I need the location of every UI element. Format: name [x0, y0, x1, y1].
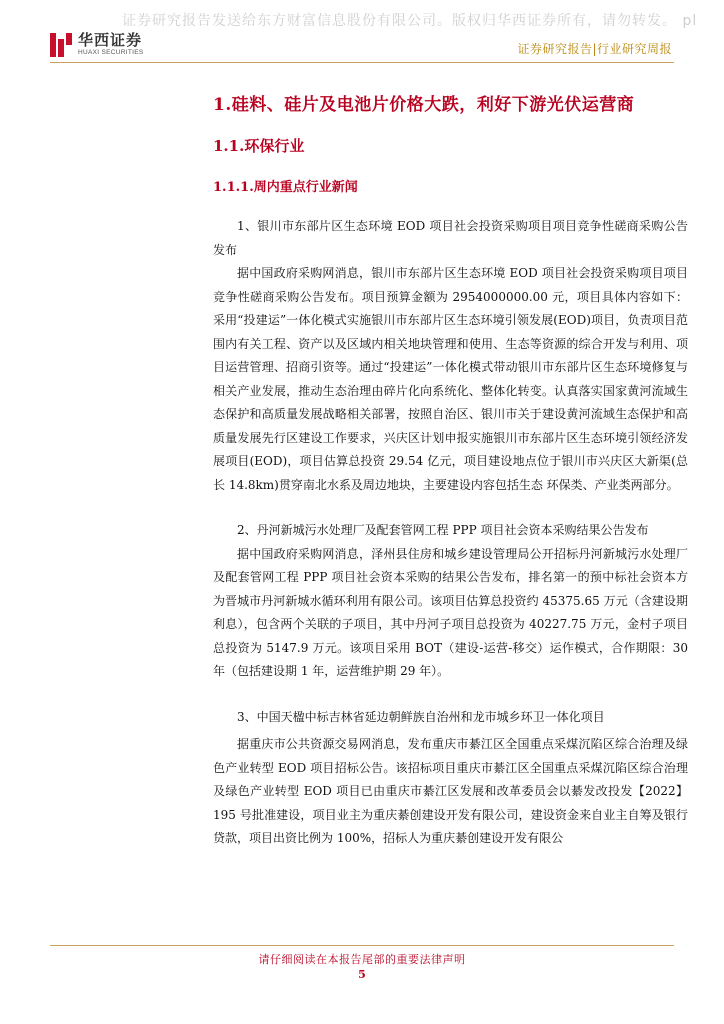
- logo-english-name: HUAXI SECURITIES: [78, 49, 144, 56]
- section-heading-2: 1.1.环保行业: [213, 137, 305, 155]
- section-heading-3: 1.1.1.周内重点行业新闻: [213, 180, 358, 195]
- watermark-text: 证券研究报告发送给东方财富信息股份有限公司。版权归华西证券所有，请勿转发。 pl: [122, 13, 698, 29]
- news-item: [213, 215, 688, 497]
- main-content: [213, 90, 688, 851]
- huaxi-logo-icon: [50, 33, 72, 57]
- section-heading-1: 1.硅料、硅片及电池片价格大跌，利好下游光伏运营商: [213, 95, 635, 115]
- news-item: [213, 519, 688, 684]
- news-body: 据中国政府采购网消息，泽州县住房和城乡建设管理局公开招标丹河新城污水处理厂及配套管网工程 PPP 项目社会资本采购的结果公告发布，排名第一的预中标社会资本方为晋城市丹河新城水循环利用有限公司。该项目估算总投资约 45375.65 万元（含建设期利息），包含两个关联的子项目，其中丹河子项目总投资为 40227.75 万元，金村子项目总投资为 5147.9 万元。该项目采用 BOT（建设-运营-移交）运作模式，合作期限：30 年（包括建设期 1 年，运营维护期 29 年）。: [213, 546, 688, 678]
- page-number: 5: [358, 968, 366, 981]
- news-title: 2、丹河新城污水处理厂及配套管网工程 PPP 项目社会资本采购结果公告发布: [237, 523, 649, 537]
- news-item: [213, 706, 688, 851]
- header-divider: [50, 62, 674, 63]
- company-logo: [50, 32, 143, 57]
- footer-divider: [50, 945, 674, 946]
- news-body: 据中国政府采购网消息，银川市东部片区生态环境 EOD 项目社会投资采购项目项目竞争性磋商采购公告发布。项目预算金额为 2954000000.00 元，项目具体内容如下：采用“投建运”一体化模式实施银川市东部片区生态环境引领发展(EOD)项目，负责项目范围内有关工程、资产以及区域内相关地块管理和使用、生态等资源的综合开发与利用、项目运营管理、招商引资等。通过“投建运”一体化模式带动银川市东部片区生态环境修复与相关产业发展，推动生态治理由碎片化向系统化、整体化转变。认真落实国家黄河流域生态保护和高质量发展战略相关部署，按照自治区、银川市关于建设黄河流域生态保护和高质量发展先行区建设工作要求，兴庆区计划申报实施银川市东部片区生态环境引领经济发展项目(EOD)，项目估算总投资 29.54 亿元，项目建设地点位于银川市兴庆区大新渠(总长 14.8km)贯穿南北水系及周边地块，主要建设内容包括生态 环保类、产业类两部分。: [213, 266, 688, 492]
- legal-notice: 请仔细阅读在本报告尾部的重要法律声明: [258, 953, 466, 966]
- logo-chinese-name: 华西证券: [78, 31, 143, 49]
- report-type-label: 证券研究报告|行业研究周报: [517, 42, 672, 56]
- news-title: 3、中国天楹中标吉林省延边朝鲜族自治州和龙市城乡环卫一体化项目: [237, 709, 605, 724]
- news-body: 据重庆市公共资源交易网消息，发布重庆市綦江区全国重点采煤沉陷区综合治理及绿色产业转型 EOD 项目招标公告。该招标项目重庆市綦江区全国重点采煤沉陷区综合治理及绿色产业转型 EOD 项目已由重庆市綦江区发展和改革委员会以綦发改投发【2022】195 号批准建设，项目业主为重庆綦创建设开发有限公司，建设资金来自业主自筹及银行贷款，项目出资比例为 100%，招标人为重庆綦创建设开发有限公: [213, 737, 688, 845]
- news-title: 1、银川市东部片区生态环境 EOD 项目社会投资采购项目项目竞争性磋商采购公告发布: [213, 219, 688, 257]
